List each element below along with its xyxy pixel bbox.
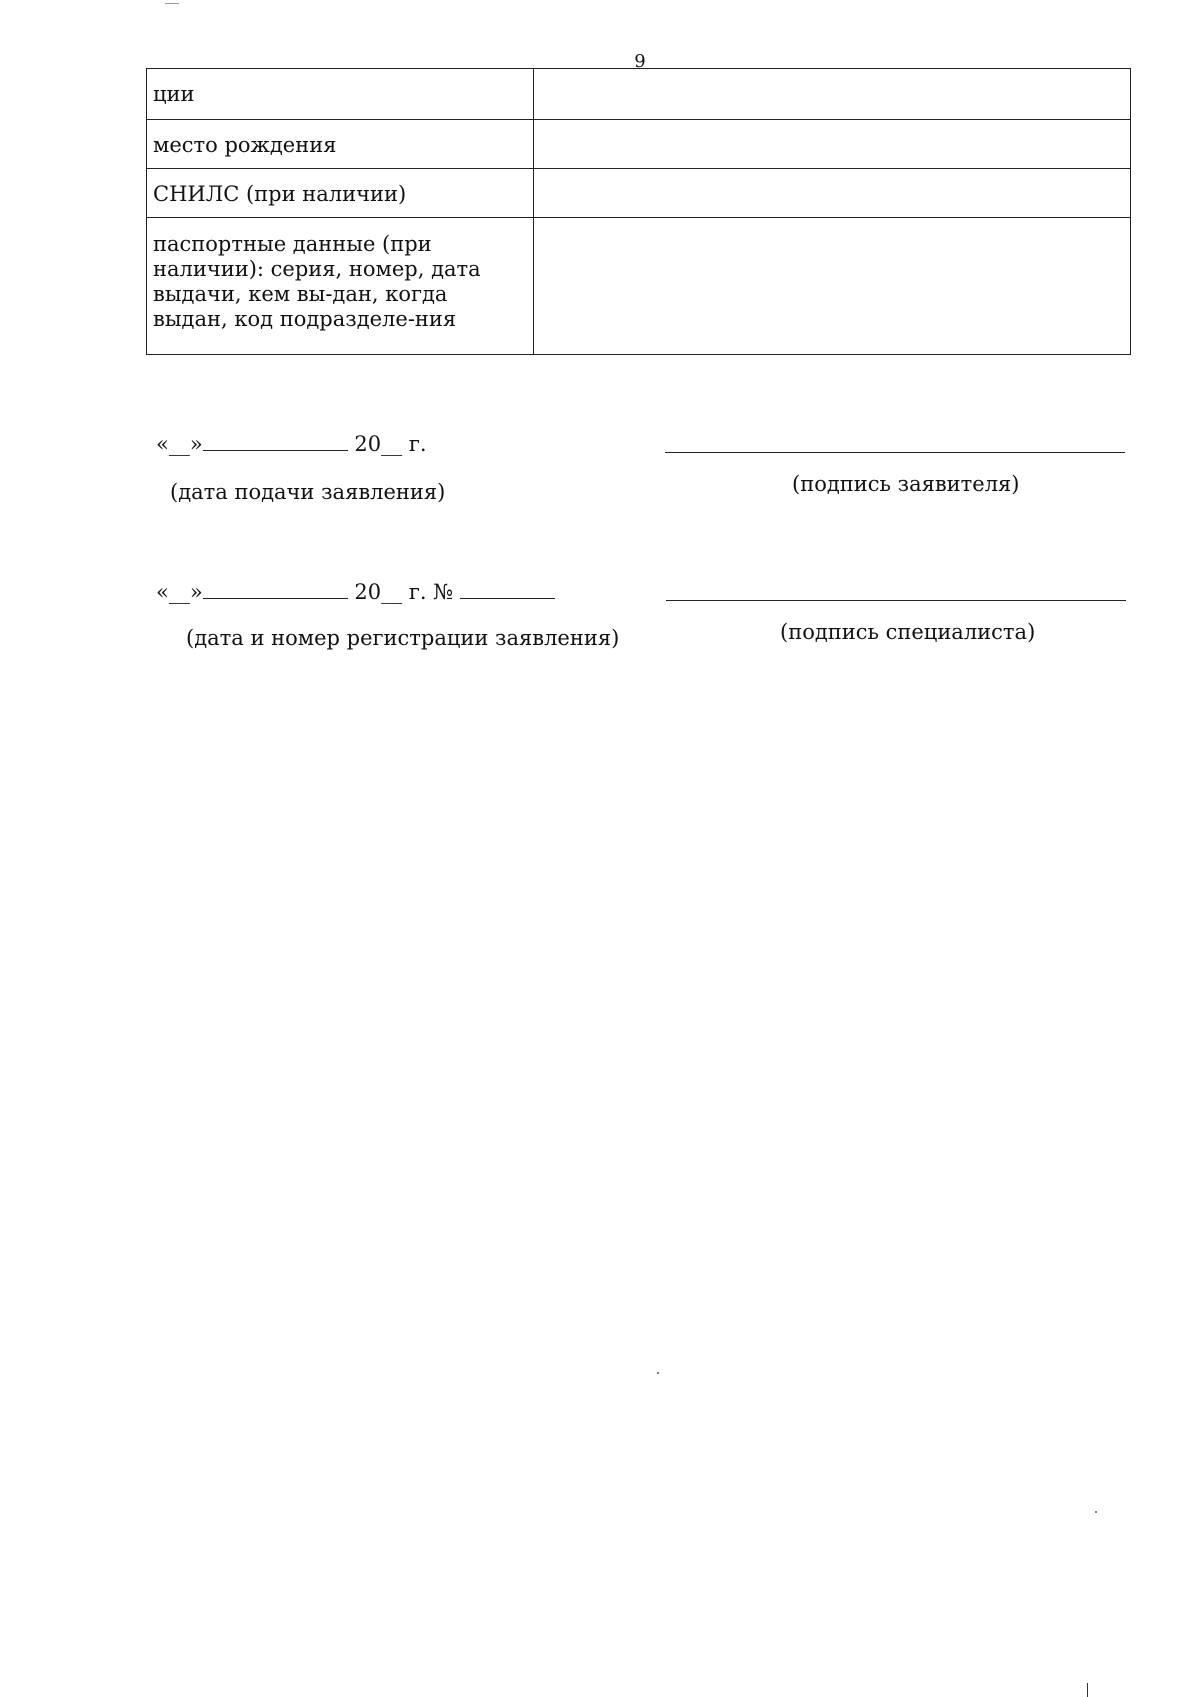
applicant-signature-line[interactable]: [665, 452, 1125, 453]
scan-speck: [1095, 1511, 1097, 1513]
row-value-snils[interactable]: [534, 169, 1131, 218]
row-label-citizenship-continued: ции: [147, 69, 534, 120]
row-label-passport: паспортные данные (при наличии): серия, номер, дата выдачи, кем вы-дан, когда выдан, код подразделе-ния: [147, 218, 534, 355]
table-row: [147, 69, 1131, 120]
row-label-birthplace: место рождения: [147, 120, 534, 169]
registration-suffix: г. №: [408, 580, 454, 604]
table-row: [147, 120, 1131, 169]
page-number: 9: [634, 51, 646, 72]
year-blank: 20__: [354, 432, 403, 456]
scan-edge-mark: [1087, 1683, 1088, 1697]
registration-number-blank: [460, 578, 555, 599]
applicant-data-table: [146, 68, 1131, 355]
row-value-birthplace[interactable]: [534, 120, 1131, 169]
specialist-signature-caption: (подпись специалиста): [780, 620, 1036, 644]
scan-artifact-mark: [165, 3, 179, 4]
registration-date-caption: (дата и номер регистрации заявления): [186, 626, 620, 650]
day-blank: «__»: [156, 432, 203, 456]
year-blank: 20__: [354, 580, 403, 604]
month-blank: [203, 430, 348, 451]
row-value-citizenship[interactable]: [534, 69, 1131, 120]
registration-date-line[interactable]: [156, 578, 555, 604]
year-suffix: г.: [408, 432, 427, 456]
month-blank: [203, 578, 348, 599]
day-blank: «__»: [156, 580, 203, 604]
row-label-snils: СНИЛС (при наличии): [147, 169, 534, 218]
row-value-passport[interactable]: [534, 218, 1131, 355]
application-date-caption: (дата подачи заявления): [170, 480, 446, 504]
table-row: [147, 169, 1131, 218]
applicant-signature-caption: (подпись заявителя): [792, 472, 1020, 496]
application-date-line[interactable]: [156, 430, 427, 456]
table-row: [147, 218, 1131, 355]
specialist-signature-line[interactable]: [666, 600, 1126, 601]
scan-speck: [657, 1372, 659, 1374]
